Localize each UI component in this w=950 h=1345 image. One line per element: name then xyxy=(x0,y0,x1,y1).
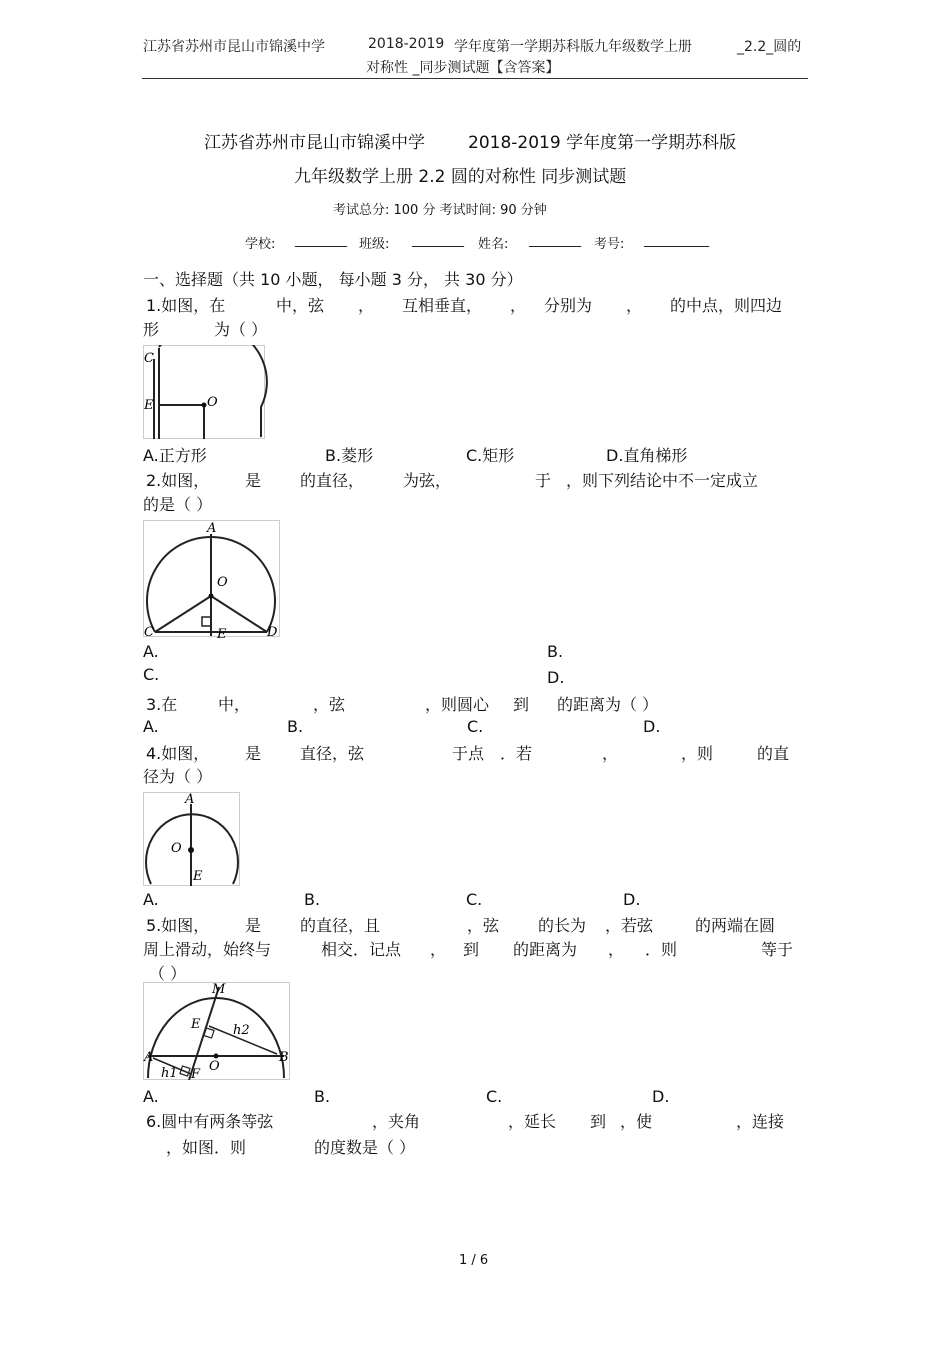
q5-label-a: A xyxy=(144,1050,154,1065)
q2-label-c: C xyxy=(144,625,154,640)
q5-text-2: 的直径，且 xyxy=(300,916,381,935)
q5-text-11: 的距离为 xyxy=(513,940,578,959)
q5-option-c[interactable]: C. xyxy=(486,1087,503,1106)
q1-label-o: O xyxy=(207,395,218,410)
name-label: 姓名: xyxy=(478,237,509,252)
q6-text-4: ，使 xyxy=(620,1112,653,1131)
school-blank[interactable]: ________ xyxy=(295,233,347,248)
class-blank[interactable]: ________ xyxy=(412,233,464,248)
q4-label-a: A xyxy=(185,792,195,807)
school-label: 学校: xyxy=(245,237,276,252)
q5-text-15: （ ） xyxy=(149,964,187,983)
q5-label-o: O xyxy=(209,1059,220,1074)
q4-text-3: 于点 xyxy=(452,744,485,763)
q2-label-d: D xyxy=(267,625,278,640)
class-label: 班级: xyxy=(359,237,390,252)
header-school: 江苏省苏州市昆山市锦溪中学 xyxy=(143,39,325,55)
q3-text-1: 中， xyxy=(218,695,251,714)
q4-text-2: 直径，弦 xyxy=(300,744,365,763)
q2-text-3: 为弦， xyxy=(403,471,452,490)
q5-label-f: F xyxy=(191,1067,201,1082)
q3-text-2: ，弦 xyxy=(313,695,346,714)
q4-text-8: 径为（ ） xyxy=(143,767,213,786)
q4-figure xyxy=(143,792,243,888)
q5-label-m: M xyxy=(212,982,226,997)
q5-label-h1: h1 xyxy=(161,1066,178,1081)
q4-option-b[interactable]: B. xyxy=(304,890,321,909)
q6-text-7: 的度数是（ ） xyxy=(314,1138,416,1157)
q1-text-7: 的中点，则四边 xyxy=(670,296,783,315)
q4-option-a[interactable]: A. xyxy=(143,890,159,909)
q5-option-a[interactable]: A. xyxy=(143,1087,159,1106)
q4-text-5: ， xyxy=(602,744,619,763)
q3-option-d[interactable]: D. xyxy=(643,717,661,736)
q2-text-2: 的直径， xyxy=(300,471,365,490)
q1-option-d[interactable]: D.直角梯形 xyxy=(606,446,688,465)
q3-text-5: 的距离为（ ） xyxy=(557,695,659,714)
header-line2: 对称性 _同步测试题【含答案】 xyxy=(366,60,560,76)
id-label: 考号: xyxy=(594,237,625,252)
q3-text-3: ，则圆心 xyxy=(425,695,490,714)
q3-text-4: 到 xyxy=(513,695,530,714)
q3-option-a[interactable]: A. xyxy=(143,717,159,736)
q1-text-4: ， xyxy=(510,296,527,315)
q4-text-4: ．若 xyxy=(500,744,533,763)
page-number: 1 / 6 xyxy=(459,1253,489,1268)
q3-option-b[interactable]: B. xyxy=(287,717,304,736)
q2-option-a[interactable]: A. xyxy=(143,642,159,661)
q1-option-c[interactable]: C.矩形 xyxy=(466,446,515,465)
q5-label-b: B xyxy=(279,1050,289,1065)
exam-info: 考试总分: 100 分 考试时间: 90 分钟 xyxy=(333,203,547,218)
q1-text-5: 分别为 xyxy=(544,296,593,315)
q1-text-8: 形 xyxy=(143,320,160,339)
q1-text-1: 中，弦 xyxy=(276,296,325,315)
q5-label-h2: h2 xyxy=(233,1023,250,1038)
q2-label-a: A xyxy=(207,521,217,536)
q5-text-14: 等于 xyxy=(761,940,794,959)
q4-text-6: ，则 xyxy=(681,744,714,763)
q2-text-0: 2.如图， xyxy=(146,471,210,490)
q6-text-1: ，夹角 xyxy=(372,1112,421,1131)
id-blank[interactable]: __________ xyxy=(644,233,709,248)
title-line2: 九年级数学上册 2.2 圆的对称性 同步测试题 xyxy=(294,167,627,187)
q5-text-4: 的长为 xyxy=(538,916,587,935)
q2-label-e: E xyxy=(217,627,227,640)
q3-text-0: 3.在 xyxy=(146,695,178,714)
q5-text-9: ， xyxy=(430,940,447,959)
q1-label-c: C xyxy=(144,351,154,366)
q5-label-e: E xyxy=(191,1017,201,1032)
q1-text-0: 1.如图，在 xyxy=(146,296,226,315)
q4-text-1: 是 xyxy=(245,744,262,763)
q6-text-2: ，延长 xyxy=(508,1112,557,1131)
q5-option-b[interactable]: B. xyxy=(314,1087,331,1106)
q5-text-7: 周上滑动，始终与 xyxy=(143,940,272,959)
q2-text-5: ，则下列结论中不一定成立 xyxy=(566,471,759,490)
q1-text-2: ， xyxy=(358,296,375,315)
q2-text-1: 是 xyxy=(245,471,262,490)
q6-text-6: ，如图．则 xyxy=(166,1138,247,1157)
q1-text-6: ， xyxy=(626,296,643,315)
q2-option-c[interactable]: C. xyxy=(143,665,160,684)
q5-text-6: 的两端在圆 xyxy=(695,916,776,935)
q6-text-5: ，连接 xyxy=(736,1112,785,1131)
header-tail: _2.2_圆的 xyxy=(737,39,802,55)
q5-text-5: ，若弦 xyxy=(605,916,654,935)
q5-option-d[interactable]: D. xyxy=(652,1087,670,1106)
q5-figure xyxy=(143,982,293,1082)
q2-option-d[interactable]: D. xyxy=(547,668,565,687)
title-school: 江苏省苏州市昆山市锦溪中学 xyxy=(204,133,425,153)
q4-label-e: E xyxy=(193,869,203,884)
q6-text-3: 到 xyxy=(590,1112,607,1131)
q2-label-o: O xyxy=(217,575,228,590)
q3-option-c[interactable]: C. xyxy=(467,717,484,736)
name-blank[interactable]: ________ xyxy=(529,233,581,248)
q1-label-e: E xyxy=(144,398,154,413)
q2-figure xyxy=(143,520,283,640)
q5-text-12: ， xyxy=(608,940,625,959)
q1-text-3: 互相垂直， xyxy=(402,296,483,315)
q2-text-6: 的是（ ） xyxy=(143,495,213,514)
q1-option-a[interactable]: A.正方形 xyxy=(143,446,207,465)
header-term: 学年度第一学期苏科版九年级数学上册 xyxy=(454,39,692,55)
header-rule xyxy=(142,78,808,79)
q2-text-4: 于 xyxy=(535,471,552,490)
q1-figure xyxy=(143,345,268,440)
q5-text-3: ，弦 xyxy=(467,916,500,935)
section-heading: 一、选择题（共 10 小题， 每小题 3 分， 共 30 分） xyxy=(143,270,523,289)
q5-text-0: 5.如图， xyxy=(146,916,210,935)
q4-option-d[interactable]: D. xyxy=(623,890,641,909)
q2-option-b[interactable]: B. xyxy=(547,642,564,661)
header-year: 2018-2019 xyxy=(368,36,445,52)
q5-text-13: ．则 xyxy=(645,940,678,959)
q4-text-0: 4.如图， xyxy=(146,744,210,763)
q4-label-o: O xyxy=(171,841,182,856)
q4-text-7: 的直 xyxy=(757,744,790,763)
q5-text-10: 到 xyxy=(463,940,480,959)
q5-text-8: 相交．记点 xyxy=(321,940,402,959)
q1-option-b[interactable]: B.菱形 xyxy=(325,446,374,465)
q1-text-9: 为（ ） xyxy=(214,320,268,339)
q6-text-0: 6.圆中有两条等弦 xyxy=(146,1112,274,1131)
q5-text-1: 是 xyxy=(245,916,262,935)
title-rest: 2018-2019 学年度第一学期苏科版 xyxy=(468,133,737,153)
q4-option-c[interactable]: C. xyxy=(466,890,483,909)
